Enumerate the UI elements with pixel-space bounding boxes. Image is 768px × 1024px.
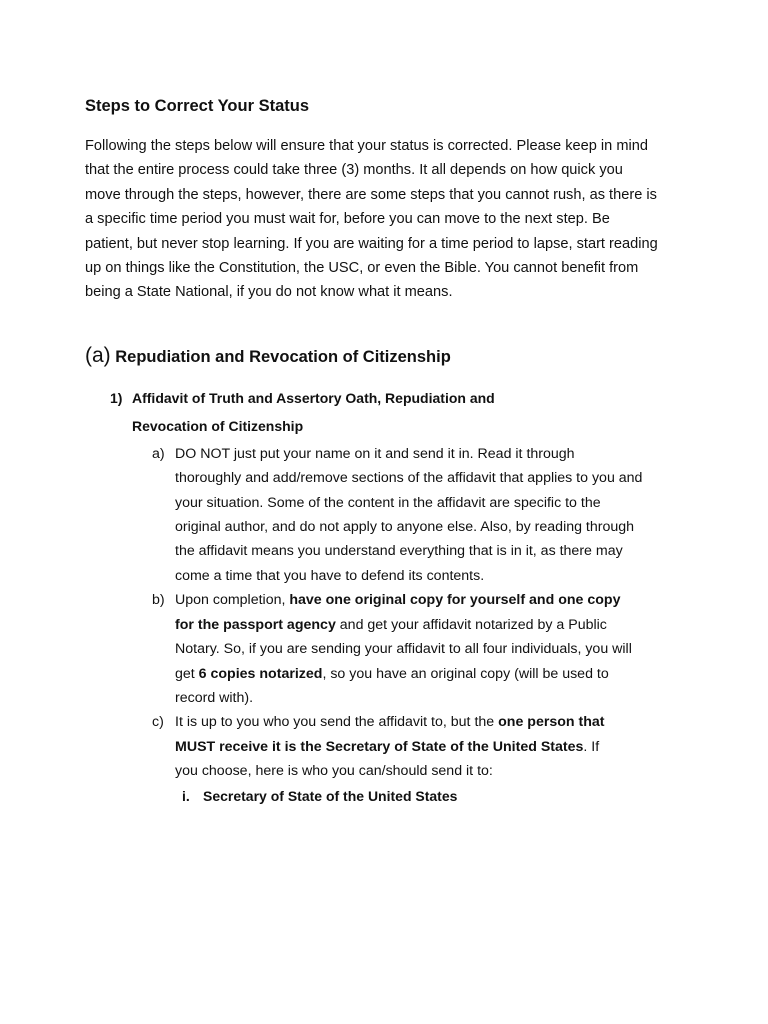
sub-item-line: record with).: [175, 689, 254, 706]
text-run: and get your affidavit notarized by a Public: [335, 616, 607, 633]
intro-line: being a State National, if you do not know what it means.: [85, 284, 453, 301]
text-run: get: [175, 665, 199, 682]
sub-list: [152, 442, 688, 808]
bold-text: have one original copy for yourself and one copy: [289, 592, 621, 609]
bold-text: one person that: [498, 714, 605, 731]
section-heading: [85, 343, 688, 370]
sub-item-line: [175, 710, 688, 734]
bold-text: 6 copies notarized: [198, 665, 323, 682]
sub-item-line: you choose, here is who you can/should send it to:: [175, 763, 493, 780]
roman-numeral: i.: [182, 787, 190, 804]
sub-item-letter: b): [152, 592, 165, 609]
intro-line: move through the steps, however, there are some steps that you cannot rush, as there is: [85, 186, 657, 203]
item-title-line: Affidavit of Truth and Assertory Oath, Repudiation and: [132, 389, 495, 406]
intro-paragraph: [85, 134, 688, 305]
bold-text: for the passport agency: [175, 616, 336, 633]
intro-line: a specific time period you must wait for, before you can move to the next step. Be: [85, 211, 610, 228]
text-run: , so you have an original copy (will be used to: [322, 665, 609, 682]
text-run: Upon completion,: [175, 592, 290, 609]
sub-item-line: the affidavit means you understand everything that is in it, as there may: [175, 543, 623, 560]
intro-line: patient, but never stop learning. If you are waiting for a time period to lapse, start reading: [85, 235, 658, 252]
numbered-item: [110, 384, 688, 440]
sub-item-letter: c): [152, 714, 164, 731]
section-marker: (a): [85, 343, 111, 367]
sub-item-b: [152, 588, 688, 710]
sub-item-letter: a): [152, 445, 165, 462]
intro-line: that the entire process could take three (3) months. It all depends on how quick you: [85, 162, 623, 179]
roman-item-text: Secretary of State of the United States: [203, 787, 458, 804]
sub-item-a: [152, 442, 688, 588]
sub-item-line: Notary. So, if you are sending your affidavit to all four individuals, you will: [175, 641, 632, 658]
intro-line: up on things like the Constitution, the USC, or even the Bible. You cannot benefit from: [85, 260, 639, 277]
bold-text: MUST receive it is the Secretary of State of the United States: [175, 738, 584, 755]
page-title: Steps to Correct Your Status: [85, 97, 310, 115]
sub-item-c: [152, 710, 688, 783]
roman-item: [152, 784, 688, 808]
sub-item-line: original author, and do not apply to anyone else. Also, by reading through: [175, 519, 635, 536]
text-run: . If: [583, 738, 600, 755]
sub-item-line: [175, 735, 688, 759]
sub-item-line: DO NOT just put your name on it and send it in. Read it through: [175, 445, 575, 462]
text-run: It is up to you who you send the affidavit to, but the: [175, 714, 499, 731]
sub-item-line: [175, 588, 688, 612]
item-title-line: Revocation of Citizenship: [132, 417, 304, 434]
sub-item-line: your situation. Some of the content in the affidavit are specific to the: [175, 494, 601, 511]
sub-item-line: [175, 662, 688, 686]
section-title: Repudiation and Revocation of Citizenship: [115, 347, 451, 366]
sub-item-line: come a time that you have to defend its contents.: [175, 567, 485, 584]
sub-item-line: [175, 613, 688, 637]
item-number: 1): [110, 389, 123, 406]
item-title: [110, 384, 688, 440]
sub-item-line: thoroughly and add/remove sections of the affidavit that applies to you and: [175, 470, 643, 487]
intro-line: Following the steps below will ensure that your status is corrected. Please keep in mind: [85, 138, 648, 154]
